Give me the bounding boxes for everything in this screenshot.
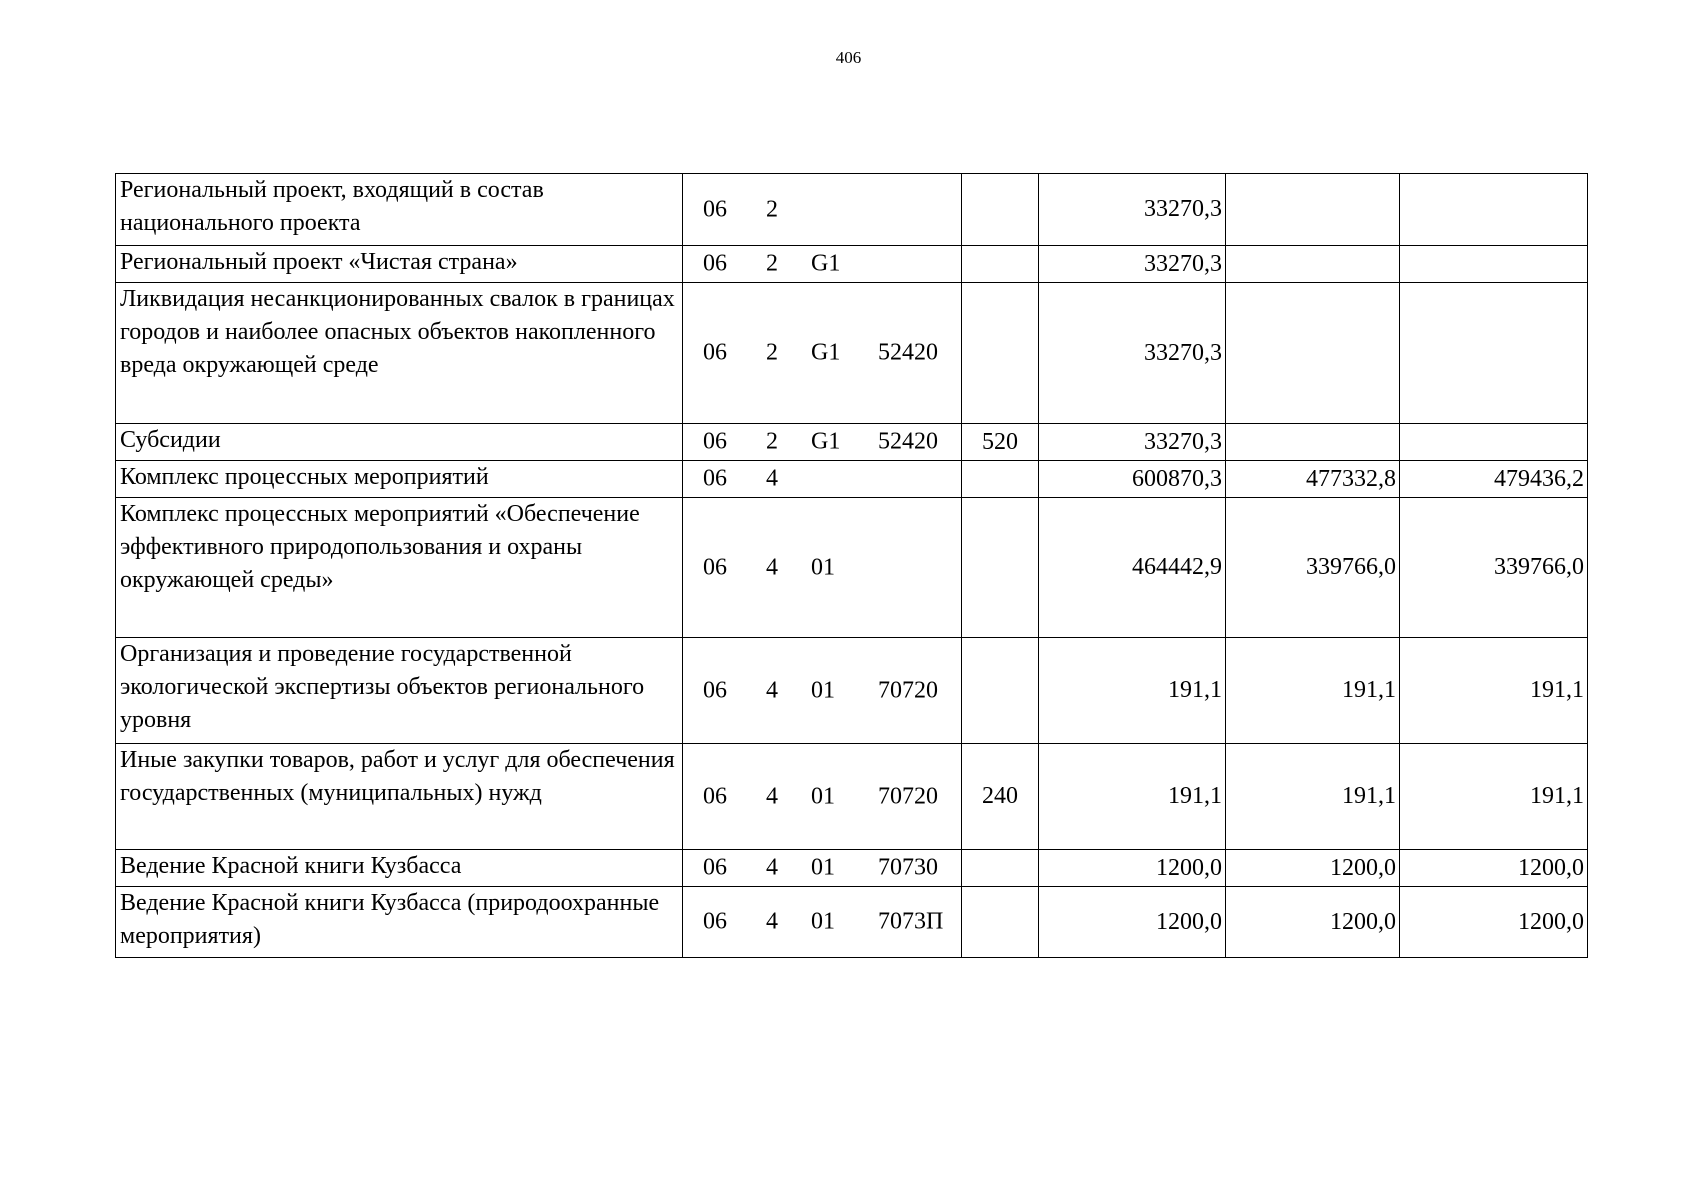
amount-year-3: [1400, 283, 1588, 424]
program-code: 01: [811, 908, 835, 935]
table-row: [116, 850, 1588, 887]
row-codes: [683, 174, 962, 246]
article-code: 7073П: [878, 908, 944, 935]
row-codes: [683, 638, 962, 744]
row-codes: [683, 850, 962, 887]
section-code: 06: [703, 554, 727, 580]
subsection-code: 4: [766, 854, 778, 881]
row-codes: [683, 246, 962, 283]
article-code: 70730: [878, 854, 938, 881]
row-name: Иные закупки товаров, работ и услуг для обеспечения государственных (муниципальных) нужд: [116, 744, 683, 850]
section-code: 06: [703, 250, 727, 277]
section-code: 06: [703, 196, 727, 222]
table-row: [116, 246, 1588, 283]
article-code: 52420: [878, 428, 938, 455]
expense-type: [962, 461, 1039, 498]
table-row: [116, 744, 1588, 850]
row-codes: [683, 887, 962, 958]
expense-type: [962, 887, 1039, 958]
table-row: [116, 498, 1588, 638]
row-codes: [683, 424, 962, 461]
amount-year-3: [1400, 246, 1588, 283]
page-number: 406: [835, 48, 862, 67]
amount-year-2: [1226, 246, 1400, 283]
amount-year-3: 339766,0: [1400, 498, 1588, 638]
program-code: 01: [811, 854, 835, 881]
program-code: G1: [811, 428, 841, 455]
section-code: 06: [703, 428, 727, 455]
amount-year-2: 1200,0: [1226, 887, 1400, 958]
row-name: Комплекс процессных мероприятий «Обеспечение эффективного природопользования и охраны окружающей среды»: [116, 498, 683, 638]
article-code: 70720: [878, 677, 938, 703]
program-code: G1: [811, 250, 841, 277]
amount-year-2: 477332,8: [1226, 461, 1400, 498]
row-name: Региональный проект, входящий в состав национального проекта: [116, 174, 683, 246]
amount-year-2: 1200,0: [1226, 850, 1400, 887]
subsection-code: 4: [766, 554, 778, 580]
amount-year-3: [1400, 174, 1588, 246]
amount-year-3: 191,1: [1400, 744, 1588, 850]
section-code: 06: [703, 854, 727, 881]
amount-year-3: 479436,2: [1400, 461, 1588, 498]
subsection-code: 4: [766, 783, 778, 809]
row-name: Организация и проведение государственной экологической экспертизы объектов регионального уровня: [116, 638, 683, 744]
amount-year-2: [1226, 174, 1400, 246]
amount-year-2: 339766,0: [1226, 498, 1400, 638]
subsection-code: 2: [766, 428, 778, 455]
amount-year-2: 191,1: [1226, 744, 1400, 850]
amount-year-3: 191,1: [1400, 638, 1588, 744]
amount-year-1: 191,1: [1039, 744, 1226, 850]
expense-type: [962, 283, 1039, 424]
row-codes: [683, 283, 962, 424]
amount-year-1: 33270,3: [1039, 174, 1226, 246]
row-name: Ведение Красной книги Кузбасса (природоохранные мероприятия): [116, 887, 683, 958]
row-codes: [683, 744, 962, 850]
subsection-code: 2: [766, 196, 778, 222]
article-code: 70720: [878, 783, 938, 809]
amount-year-2: [1226, 424, 1400, 461]
row-name: Ведение Красной книги Кузбасса: [116, 850, 683, 887]
amount-year-1: 33270,3: [1039, 283, 1226, 424]
amount-year-1: 1200,0: [1039, 850, 1226, 887]
amount-year-2: [1226, 283, 1400, 424]
section-code: 06: [703, 908, 727, 935]
section-code: 06: [703, 339, 727, 366]
amount-year-1: 600870,3: [1039, 461, 1226, 498]
article-code: 52420: [878, 339, 938, 366]
row-codes: [683, 461, 962, 498]
expense-type: [962, 638, 1039, 744]
expense-type: [962, 174, 1039, 246]
subsection-code: 4: [766, 465, 778, 492]
subsection-code: 4: [766, 908, 778, 935]
program-code: 01: [811, 677, 835, 703]
row-codes: [683, 498, 962, 638]
table-row: [116, 283, 1588, 424]
table-row: [116, 887, 1588, 958]
program-code: 01: [811, 554, 835, 580]
table-row: [116, 424, 1588, 461]
amount-year-1: 33270,3: [1039, 424, 1226, 461]
row-name: Субсидии: [116, 424, 683, 461]
amount-year-1: 191,1: [1039, 638, 1226, 744]
program-code: G1: [811, 339, 841, 366]
section-code: 06: [703, 465, 727, 492]
row-name: Комплекс процессных мероприятий: [116, 461, 683, 498]
section-code: 06: [703, 677, 727, 703]
amount-year-3: 1200,0: [1400, 850, 1588, 887]
table-row: [116, 461, 1588, 498]
amount-year-2: 191,1: [1226, 638, 1400, 744]
subsection-code: 2: [766, 339, 778, 366]
amount-year-3: [1400, 424, 1588, 461]
program-code: 01: [811, 783, 835, 809]
amount-year-1: 1200,0: [1039, 887, 1226, 958]
amount-year-3: 1200,0: [1400, 887, 1588, 958]
expense-type: [962, 850, 1039, 887]
expense-type: [962, 498, 1039, 638]
expense-type: 240: [962, 744, 1039, 850]
amount-year-1: 464442,9: [1039, 498, 1226, 638]
subsection-code: 4: [766, 677, 778, 703]
amount-year-1: 33270,3: [1039, 246, 1226, 283]
subsection-code: 2: [766, 250, 778, 277]
row-name: Ликвидация несанкционированных свалок в границах городов и наиболее опасных объектов накопленного вреда окружающей среде: [116, 283, 683, 424]
budget-table: [115, 173, 1588, 958]
expense-type: [962, 246, 1039, 283]
section-code: 06: [703, 783, 727, 809]
table-row: [116, 174, 1588, 246]
expense-type: 520: [962, 424, 1039, 461]
table-row: [116, 638, 1588, 744]
row-name: Региональный проект «Чистая страна»: [116, 246, 683, 283]
